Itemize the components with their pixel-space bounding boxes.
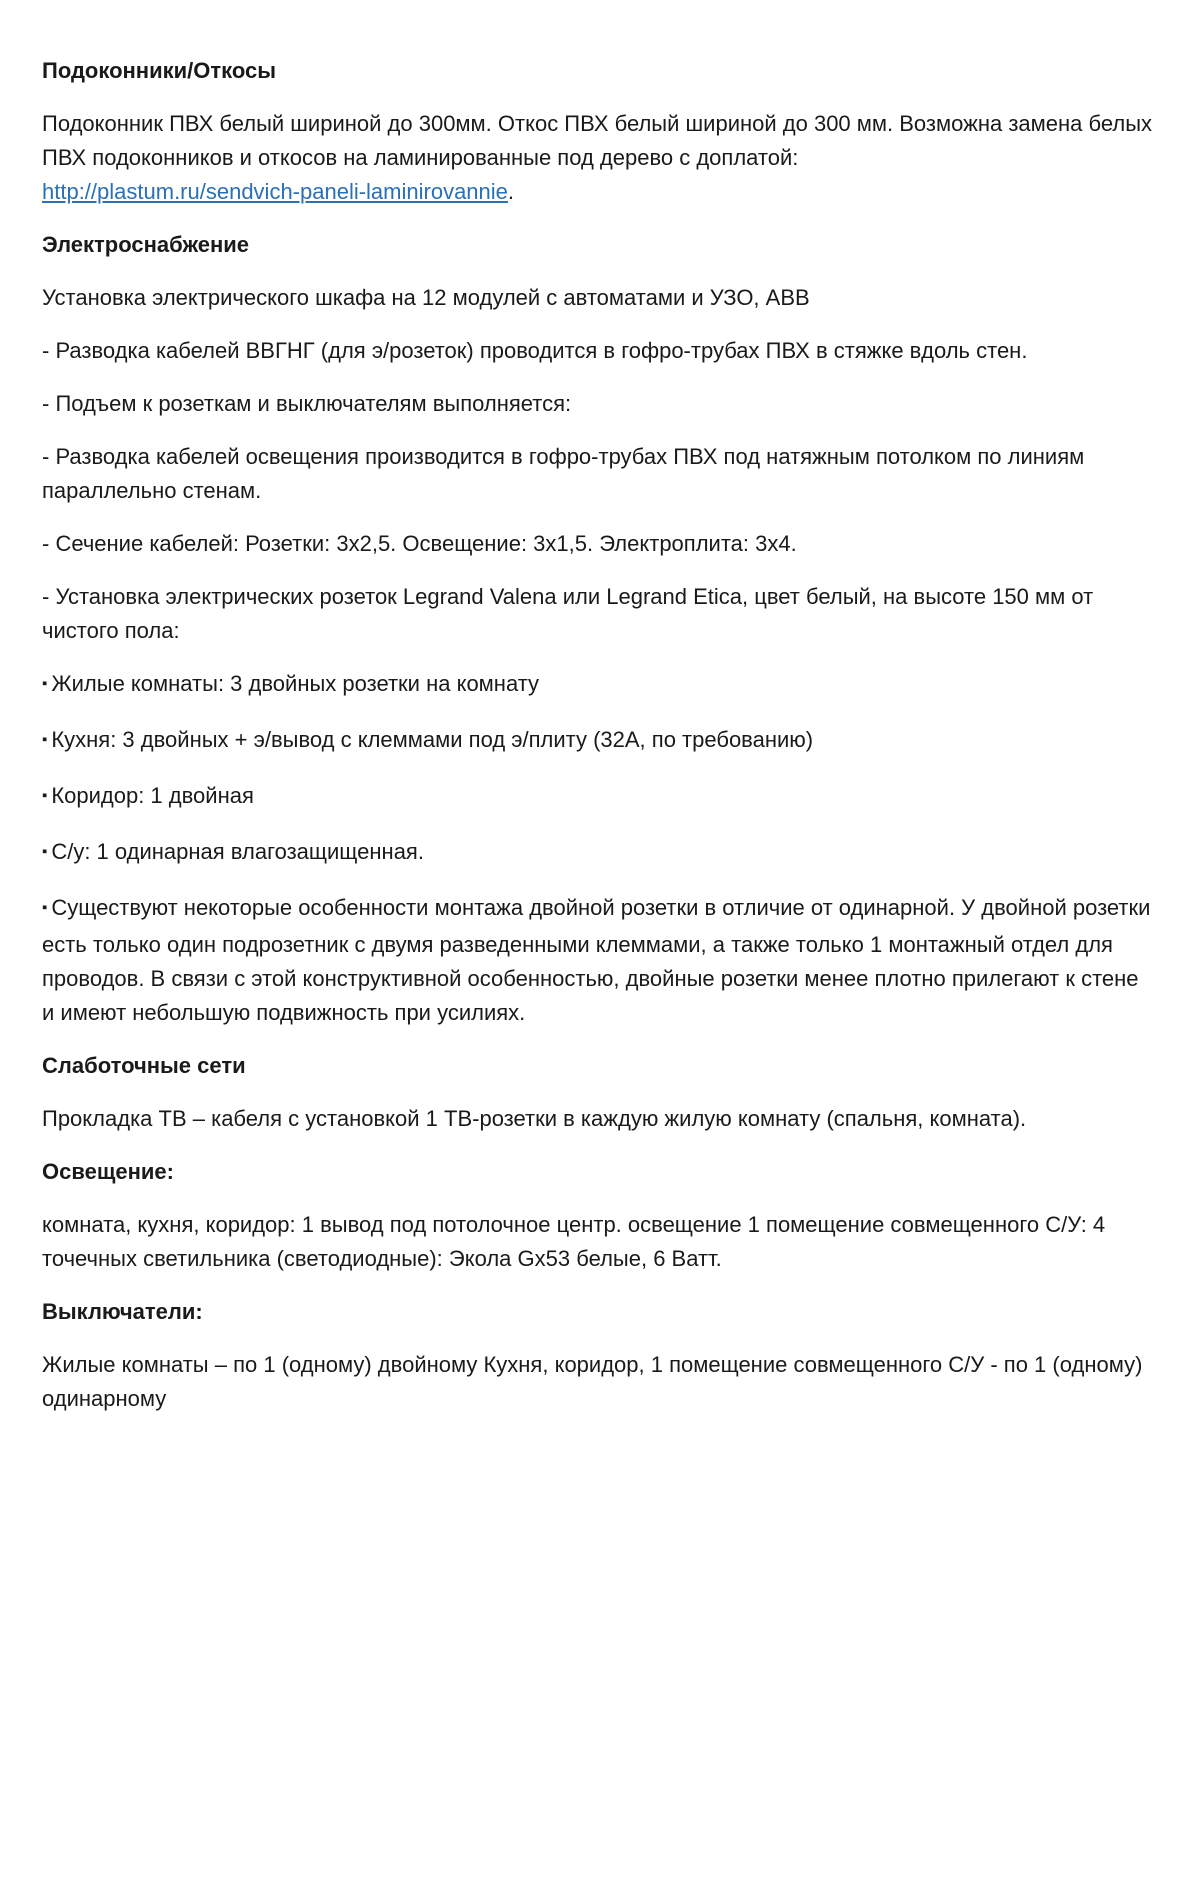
bullet-item — [42, 835, 1152, 872]
heading-switches: Выключатели: — [42, 1299, 203, 1324]
heading-lighting: Освещение: — [42, 1159, 174, 1184]
heading-power: Электроснабжение — [42, 232, 250, 257]
paragraph-switches: Жилые комнаты – по 1 (одному) двойному Кухня, коридор, 1 помещение совмещенного С/У - по 1 (одному) одинарному — [42, 1352, 1143, 1411]
power-item: - Подъем к розеткам и выключателям выполняется: — [42, 391, 572, 416]
bullet-text: Жилые комнаты: 3 двойных розетки на комнату — [51, 671, 540, 696]
bullet-square-icon: ▪ — [42, 843, 48, 860]
heading-lowcurrent: Слаботочные сети — [42, 1053, 246, 1078]
bullet-text: С/у: 1 одинарная влагозащищенная. — [51, 839, 424, 864]
bullet-item — [42, 891, 1152, 1030]
bullet-item — [42, 779, 1152, 816]
bullet-item — [42, 723, 1152, 760]
bullet-square-icon: ▪ — [42, 899, 48, 916]
bullet-text: Кухня: 3 двойных + э/вывод с клеммами под э/плиту (32А, по требованию) — [51, 727, 814, 752]
power-item: Установка электрического шкафа на 12 модулей с автоматами и УЗО, ABB — [42, 285, 810, 310]
heading-sills: Подоконники/Откосы — [42, 58, 277, 83]
power-item: - Разводка кабелей освещения производится в гофро-трубах ПВХ под натяжным потолком по линиям параллельно стенам. — [42, 444, 1085, 503]
power-item: - Установка электрических розеток Legrand Valena или Legrand Etica, цвет белый, на высоте 150 мм от чистого пола: — [42, 584, 1094, 643]
power-item: - Сечение кабелей: Розетки: 3x2,5. Освещение: 3x1,5. Электроплита: 3x4. — [42, 531, 797, 556]
bullet-square-icon: ▪ — [42, 675, 48, 692]
bullet-item — [42, 667, 1152, 704]
bullet-text: Коридор: 1 двойная — [51, 783, 254, 808]
sills-text: Подоконник ПВХ белый шириной до 300мм. Откос ПВХ белый шириной до 300 мм. Возможна замена белых ПВХ подоконников и откосов на ламинированные под дерево с доплатой: — [42, 111, 1153, 170]
bullet-square-icon: ▪ — [42, 731, 48, 748]
laminated-panels-link[interactable]: http://plastum.ru/sendvich-paneli-laminirovannie — [42, 179, 508, 204]
paragraph-lighting: комната, кухня, коридор: 1 вывод под потолочное центр. освещение 1 помещение совмещенного С/У: 4 точечных светильника (светодиодные): Экола Gx53 белые, 6 Ватт. — [42, 1212, 1106, 1271]
document-body — [42, 54, 1152, 1435]
paragraph-sills — [42, 107, 1152, 209]
bullet-text: Существуют некоторые особенности монтажа двойной розетки в отличие от одинарной. У двойной розетки есть только один подрозетник с двумя разведенными клеммами, а также только 1 монтажный отдел для проводов. В связи с этой конструктивной особенностью, двойные розетки менее плотно прилегают к стене и имеют небольшую подвижность при усилиях. — [42, 895, 1151, 1025]
bullet-square-icon: ▪ — [42, 787, 48, 804]
power-item: - Разводка кабелей ВВГНГ (для э/розеток) проводится в гофро-трубах ПВХ в стяжке вдоль стен. — [42, 338, 1028, 363]
paragraph-lowcurrent: Прокладка ТВ – кабеля с установкой 1 ТВ-розетки в каждую жилую комнату (спальня, комната). — [42, 1106, 1027, 1131]
link-suffix: . — [507, 179, 515, 204]
